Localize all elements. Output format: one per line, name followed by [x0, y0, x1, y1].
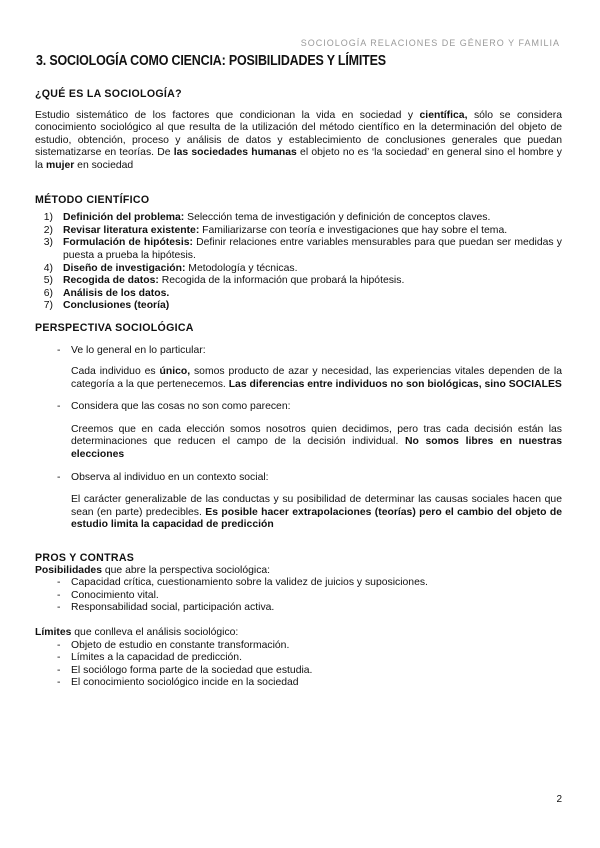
document-body: [35, 86, 562, 690]
method-step: [35, 300, 562, 313]
page-number: 2: [556, 794, 562, 805]
section-heading-perspectiva: PERSPECTIVA SOCIOLÓGICA: [35, 321, 194, 334]
list-item-text: Responsabilidad social, participación activa.: [71, 602, 275, 614]
possibilities-text: que abre la perspectiva sociológica:: [101, 564, 271, 576]
definition-bold-2: las sociedades humanas: [173, 147, 297, 159]
body-text: El carácter generalizable de las conductas y su posibilidad de determinar las causas sociales hacen que sean (en parte) predecibles.: [71, 494, 562, 518]
limits-text: que conlleva el análisis sociológico:: [71, 627, 239, 638]
step-number: 1): [43, 212, 53, 224]
body-bold: Es posible hacer extrapolaciones (teorías) pero el cambio del objeto de estudio limita la capacidad de predicción: [71, 506, 562, 531]
step-text: Familiarizarse con teoría e investigaciones que hay sobre el tema.: [199, 224, 508, 236]
body-bold: único,: [159, 366, 191, 378]
step-number: 4): [43, 262, 53, 274]
perspective-item: [35, 472, 562, 485]
step-text: Metodología y técnicas.: [185, 262, 298, 274]
perspective-body: [35, 366, 562, 391]
limits-list: [35, 640, 562, 690]
section-heading-pros-contras: PROS Y CONTRAS: [35, 552, 135, 565]
list-item-text: Capacidad crítica, cuestionamiento sobre la validez de juicios y suposiciones.: [71, 577, 428, 589]
possibilities-intro: [35, 565, 562, 578]
limits-label: Límites: [35, 627, 72, 638]
perspective-item: [35, 345, 562, 358]
definition-text-3: el objeto no es ‘la sociedad’ en general sino el hombre y la: [35, 147, 563, 171]
step-title: Diseño de investigación:: [63, 262, 186, 274]
list-item-text: El conocimiento sociológico incide en la sociedad: [71, 677, 299, 689]
method-step: [35, 263, 562, 276]
definition-bold-1: científica,: [419, 109, 468, 121]
body-bold: Las diferencias entre individuos no son biológicas, sino SOCIALES: [228, 378, 562, 390]
step-number: 7): [43, 300, 53, 312]
dash-bullet: -: [57, 602, 61, 614]
body-text: somos producto de azar y necesidad, las experiencias vitales dependen de la categoría a la que pertenecemos.: [71, 366, 562, 390]
dash-bullet: -: [57, 344, 61, 356]
dash-bullet: -: [57, 639, 61, 651]
step-number: 3): [43, 237, 53, 249]
step-title: Revisar literatura existente:: [63, 224, 200, 236]
dash-bullet: -: [57, 577, 61, 589]
page-title: 3. SOCIOLOGÍA COMO CIENCIA: POSIBILIDADES Y LÍMITES: [36, 53, 386, 69]
definition-text-2: sólo se considera conocimiento sociológico al que resulta de la utilización del método científico en la determinación del objeto de estudio, obtención, proceso y análisis de datos y establecimiento de conclusiones generales que puedan sistematizarse en teorías. De: [35, 109, 563, 159]
method-step: [35, 288, 562, 301]
method-step: [35, 225, 562, 238]
list-item: [35, 640, 562, 653]
method-steps-list: [35, 212, 562, 313]
list-item-text: Conocimiento vital.: [71, 589, 159, 601]
method-step: [35, 275, 562, 288]
list-item-text: Objeto de estudio en constante transformación.: [71, 639, 290, 651]
possibilities-label: Posibilidades: [35, 564, 102, 576]
dash-bullet: -: [57, 589, 61, 601]
body-bold: No somos libres en nuestras elecciones: [71, 436, 562, 461]
step-text: Definir relaciones entre variables mensurables para que puedan ser medidas y puesta a prueba la hipótesis.: [63, 237, 562, 261]
definition-paragraph: [35, 110, 562, 173]
perspective-item-label: Ve lo general en lo particular:: [71, 344, 206, 356]
step-number: 5): [43, 275, 53, 287]
definition-bold-3: mujer: [45, 159, 75, 171]
definition-text-1: Estudio sistemático de los factores que condicionan la vida en sociedad y: [35, 109, 420, 121]
list-item: [35, 677, 562, 690]
step-number: 6): [43, 287, 53, 299]
step-title: Recogida de datos:: [63, 275, 159, 287]
section-heading-metodo: MÉTODO CIENTÍFICO: [35, 193, 150, 206]
list-item: [35, 652, 562, 665]
list-item: [35, 590, 562, 603]
method-step: [35, 212, 562, 225]
list-item: [35, 602, 562, 615]
step-text: Recogida de la información que probará la hipótesis.: [158, 275, 405, 287]
possibilities-list: [35, 577, 562, 615]
list-item-text: El sociólogo forma parte de la sociedad que estudia.: [71, 664, 313, 676]
perspective-item-label: Considera que las cosas no son como parecen:: [71, 401, 291, 413]
list-item: [35, 577, 562, 590]
section-heading-que-es: ¿QUÉ ES LA SOCIOLOGÍA?: [35, 88, 182, 100]
step-title: Formulación de hipótesis:: [63, 237, 193, 249]
dash-bullet: -: [57, 471, 61, 483]
dash-bullet: -: [57, 401, 61, 413]
perspective-item-label: Observa al individuo en un contexto social:: [71, 471, 269, 483]
step-title: Conclusiones (teoría): [63, 300, 170, 312]
body-text: Creemos que en cada elección somos nosotros quien decidimos, pero tras cada decisión están las determinaciones que reducen el campo de la decisión individual.: [71, 423, 562, 448]
dash-bullet: -: [57, 677, 61, 689]
running-header: SOCIOLOGÍA RELACIONES DE GÉNERO Y FAMILIA: [300, 38, 560, 48]
body-text: Cada individuo es: [71, 366, 160, 378]
step-number: 2): [43, 224, 53, 236]
list-item-text: Límites a la capacidad de predicción.: [71, 652, 242, 664]
dash-bullet: -: [57, 664, 61, 676]
perspective-item: [35, 401, 562, 414]
limits-intro: [35, 627, 562, 640]
method-step: [35, 237, 562, 262]
dash-bullet: -: [57, 652, 61, 664]
perspective-body: [35, 494, 562, 532]
step-text: Selección tema de investigación y definición de conceptos claves.: [184, 212, 491, 224]
perspective-body: [35, 424, 562, 462]
step-title: Análisis de los datos.: [63, 287, 170, 299]
list-item: [35, 665, 562, 678]
step-title: Definición del problema:: [63, 212, 185, 224]
definition-text-4: en sociedad: [74, 159, 134, 171]
